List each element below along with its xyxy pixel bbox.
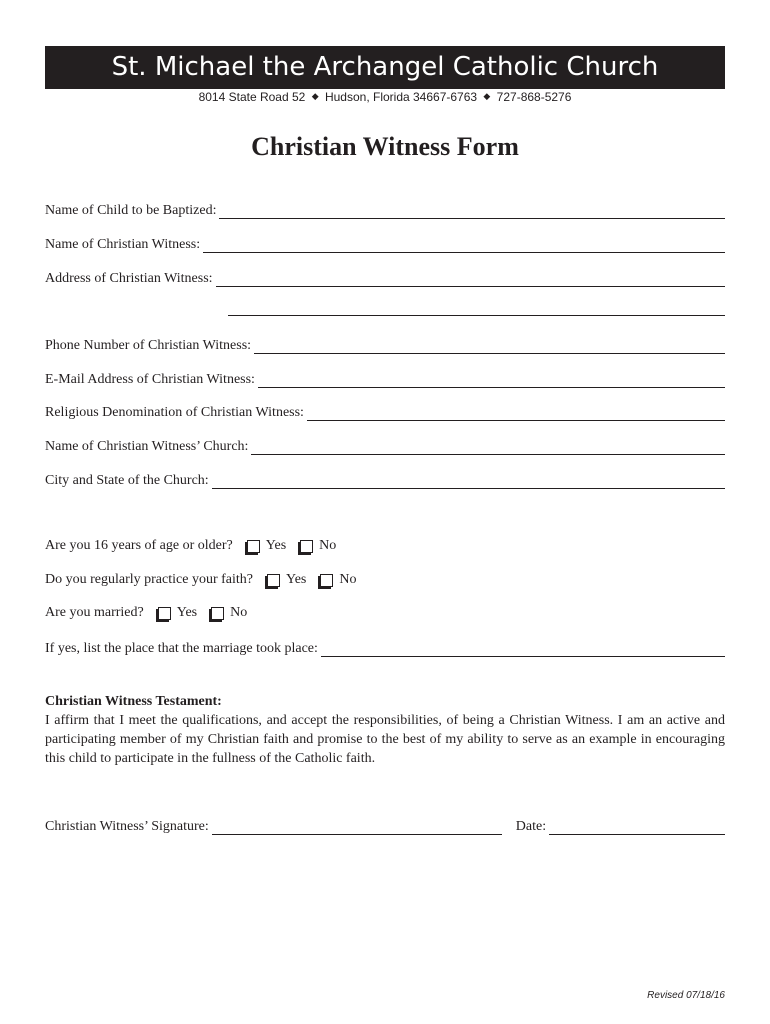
- age-question-label: Are you 16 years of age or older?: [45, 538, 233, 553]
- church-address: [45, 90, 725, 104]
- witness-church-field[interactable]: [45, 433, 725, 455]
- witness-email-label: E-Mail Address of Christian Witness:: [45, 372, 255, 387]
- witness-phone-field[interactable]: [45, 332, 725, 354]
- practice-question: [45, 572, 356, 588]
- married-no-checkbox[interactable]: [211, 607, 224, 620]
- married-yes-checkbox[interactable]: [158, 607, 171, 620]
- no-label: No: [230, 605, 248, 620]
- witness-email-field[interactable]: [45, 366, 725, 388]
- witness-church-label: Name of Christian Witness’ Church:: [45, 439, 249, 454]
- practice-question-label: Do you regularly practice your faith?: [45, 572, 253, 587]
- practice-yes-checkbox[interactable]: [267, 574, 280, 587]
- denomination-input-line[interactable]: [307, 406, 725, 421]
- age-question: [45, 538, 336, 554]
- marriage-place-label: If yes, list the place that the marriage took place:: [45, 641, 318, 656]
- church-city-state-field[interactable]: [45, 467, 725, 489]
- denomination-field[interactable]: [45, 399, 725, 421]
- witness-address-label: Address of Christian Witness:: [45, 271, 213, 286]
- child-name-field[interactable]: [45, 197, 725, 219]
- revised-date: Revised 07/18/16: [647, 990, 725, 1001]
- witness-name-input-line[interactable]: [203, 238, 725, 253]
- signature-label: Christian Witness’ Signature:: [45, 819, 209, 834]
- witness-address-field[interactable]: [45, 265, 725, 287]
- church-city-state-input-line[interactable]: [212, 474, 725, 489]
- separator-bullet: ◆: [311, 91, 319, 101]
- no-label: No: [319, 538, 337, 553]
- church-city-state-label: City and State of the Church:: [45, 473, 209, 488]
- witness-address-line-2[interactable]: [228, 305, 725, 316]
- witness-name-label: Name of Christian Witness:: [45, 237, 201, 252]
- street-address: 8014 State Road 52: [198, 90, 306, 104]
- witness-email-input-line[interactable]: [258, 373, 725, 388]
- child-name-label: Name of Child to be Baptized:: [45, 203, 217, 218]
- age-no-checkbox[interactable]: [300, 540, 313, 553]
- signature-input-line[interactable]: [212, 820, 502, 835]
- denomination-label: Religious Denomination of Christian Witness:: [45, 405, 304, 420]
- date-input-line[interactable]: [549, 820, 725, 835]
- testament-heading: Christian Witness Testament:: [45, 694, 222, 709]
- age-yes-checkbox[interactable]: [247, 540, 260, 553]
- separator-bullet: ◆: [483, 91, 491, 101]
- married-question: [45, 605, 247, 621]
- marriage-place-input-line[interactable]: [321, 642, 725, 657]
- church-phone: 727-868-5276: [496, 90, 572, 104]
- married-question-label: Are you married?: [45, 605, 144, 620]
- practice-no-checkbox[interactable]: [320, 574, 333, 587]
- child-name-input-line[interactable]: [219, 204, 725, 219]
- yes-label: Yes: [176, 605, 198, 620]
- church-name-banner: St. Michael the Archangel Catholic Church: [45, 46, 725, 89]
- practice-yes-option[interactable]: [267, 572, 306, 588]
- witness-phone-input-line[interactable]: [254, 339, 725, 354]
- date-label: Date:: [515, 819, 547, 834]
- practice-no-option[interactable]: [320, 572, 356, 588]
- age-no-option[interactable]: [300, 538, 336, 554]
- city-address: Hudson, Florida 34667-6763: [324, 90, 478, 104]
- no-label: No: [339, 572, 357, 587]
- yes-label: Yes: [265, 538, 287, 553]
- testament-body: I affirm that I meet the qualifications, and accept the responsibilities, of being a Christian Witness. I am an active and participating member of my Christian faith and promise to the best of my ability to serve as an example in encouraging this child to participate in the fullness of the Catholic faith.: [45, 713, 725, 766]
- age-yes-option[interactable]: [247, 538, 286, 554]
- form-title: Christian Witness Form: [251, 132, 519, 161]
- marriage-place-field[interactable]: [45, 635, 725, 657]
- yes-label: Yes: [285, 572, 307, 587]
- witness-phone-label: Phone Number of Christian Witness:: [45, 338, 252, 353]
- married-no-option[interactable]: [211, 605, 247, 621]
- witness-address-input-line[interactable]: [216, 272, 725, 287]
- signature-row: [45, 813, 725, 835]
- witness-church-input-line[interactable]: [251, 440, 725, 455]
- married-yes-option[interactable]: [158, 605, 197, 621]
- witness-name-field[interactable]: [45, 231, 725, 253]
- testament-section: [45, 692, 725, 768]
